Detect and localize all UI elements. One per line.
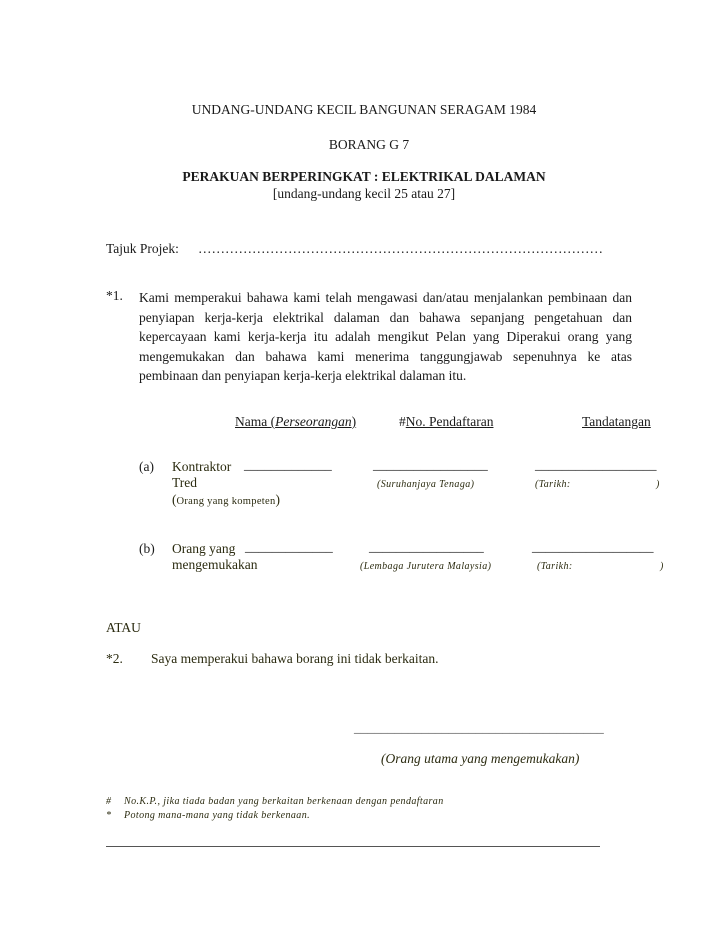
row-b-registration-line: _________________ [369, 539, 484, 554]
column-signature: Tandatangan [582, 414, 651, 429]
row-b-role-line1: Orang yang [172, 541, 236, 556]
form-title: PERAKUAN BERPERINGKAT : ELEKTRIKAL DALAMAN [182, 169, 546, 184]
row-b-name-line: _____________ [245, 539, 333, 554]
column-registration: #No. Pendaftaran [399, 414, 494, 429]
footnote-star-text: Potong mana-mana yang tidak berkenaan. [124, 810, 311, 821]
form-subtitle: [undang-undang kecil 25 atau 27] [272, 186, 456, 201]
row-a-note: (Orang yang kompeten) [172, 492, 281, 507]
row-b-date-label: (Tarikh: [537, 561, 573, 572]
row-a-registration-line: _________________ [373, 457, 488, 472]
row-a-role-line1: Kontraktor [172, 459, 232, 474]
row-a-name-line: _____________ [244, 457, 332, 472]
footnote-star-mark: * [106, 810, 112, 821]
row-b-signature-line: __________________ [532, 539, 654, 554]
row-a-date-close: ) [656, 479, 660, 490]
footnote-hash-mark: # [106, 796, 112, 807]
row-a-signature-line: __________________ [535, 457, 657, 472]
row-b-role-line2: mengemukakan [172, 557, 258, 572]
row-b-date-close: ) [660, 561, 664, 572]
column-name: Nama (Perseorangan) [235, 414, 357, 429]
form-code: BORANG G 7 [328, 137, 410, 152]
row-b-authority: (Lembaga Jurutera Malaysia) [360, 561, 492, 572]
atau-label: ATAU [106, 620, 141, 635]
footnote-hash-text: No.K.P., jika tiada badan yang berkaitan berkenaan dengan pendaftaran [124, 796, 444, 807]
section1-text: Kami memperakui bahawa kami telah mengawasi dan/atau menjalankan pembinaan dan penyiapan kerja-kerja elektrikal dalaman dan bahawa sepanjang pengetahuan dan kepercayaan kami kerja-kerja itu adalah mengikut Pelan yang Diperakui orang yang mengemukakan dan bahawa kami menerima tanggungjawab sepenuhnya ke atas pembinaan dan penyiapan kerja-kerja elektrikal dalaman itu. [139, 290, 632, 383]
section2-text: Saya memperakui bahawa borang ini tidak berkaitan. [151, 651, 439, 666]
project-label: Tajuk Projek: [106, 241, 179, 256]
section2-marker: *2. [106, 651, 123, 666]
project-dots: ……………………………………………………………………………… [198, 241, 603, 256]
row-a-date-label: (Tarikh: [535, 479, 571, 490]
section1-marker: *1. [106, 288, 123, 303]
row-a-authority: (Suruhanjaya Tenaga) [377, 479, 475, 490]
row-a-role-line2: Tred [172, 475, 198, 490]
signature-label: (Orang utama yang mengemukakan) [381, 751, 580, 766]
signature-line: _____________________________________ [354, 720, 604, 735]
bottom-divider [106, 846, 600, 847]
row-a-letter: (a) [139, 459, 154, 474]
law-title: UNDANG-UNDANG KECIL BANGUNAN SERAGAM 1984 [191, 102, 537, 117]
row-b-letter: (b) [139, 541, 155, 556]
